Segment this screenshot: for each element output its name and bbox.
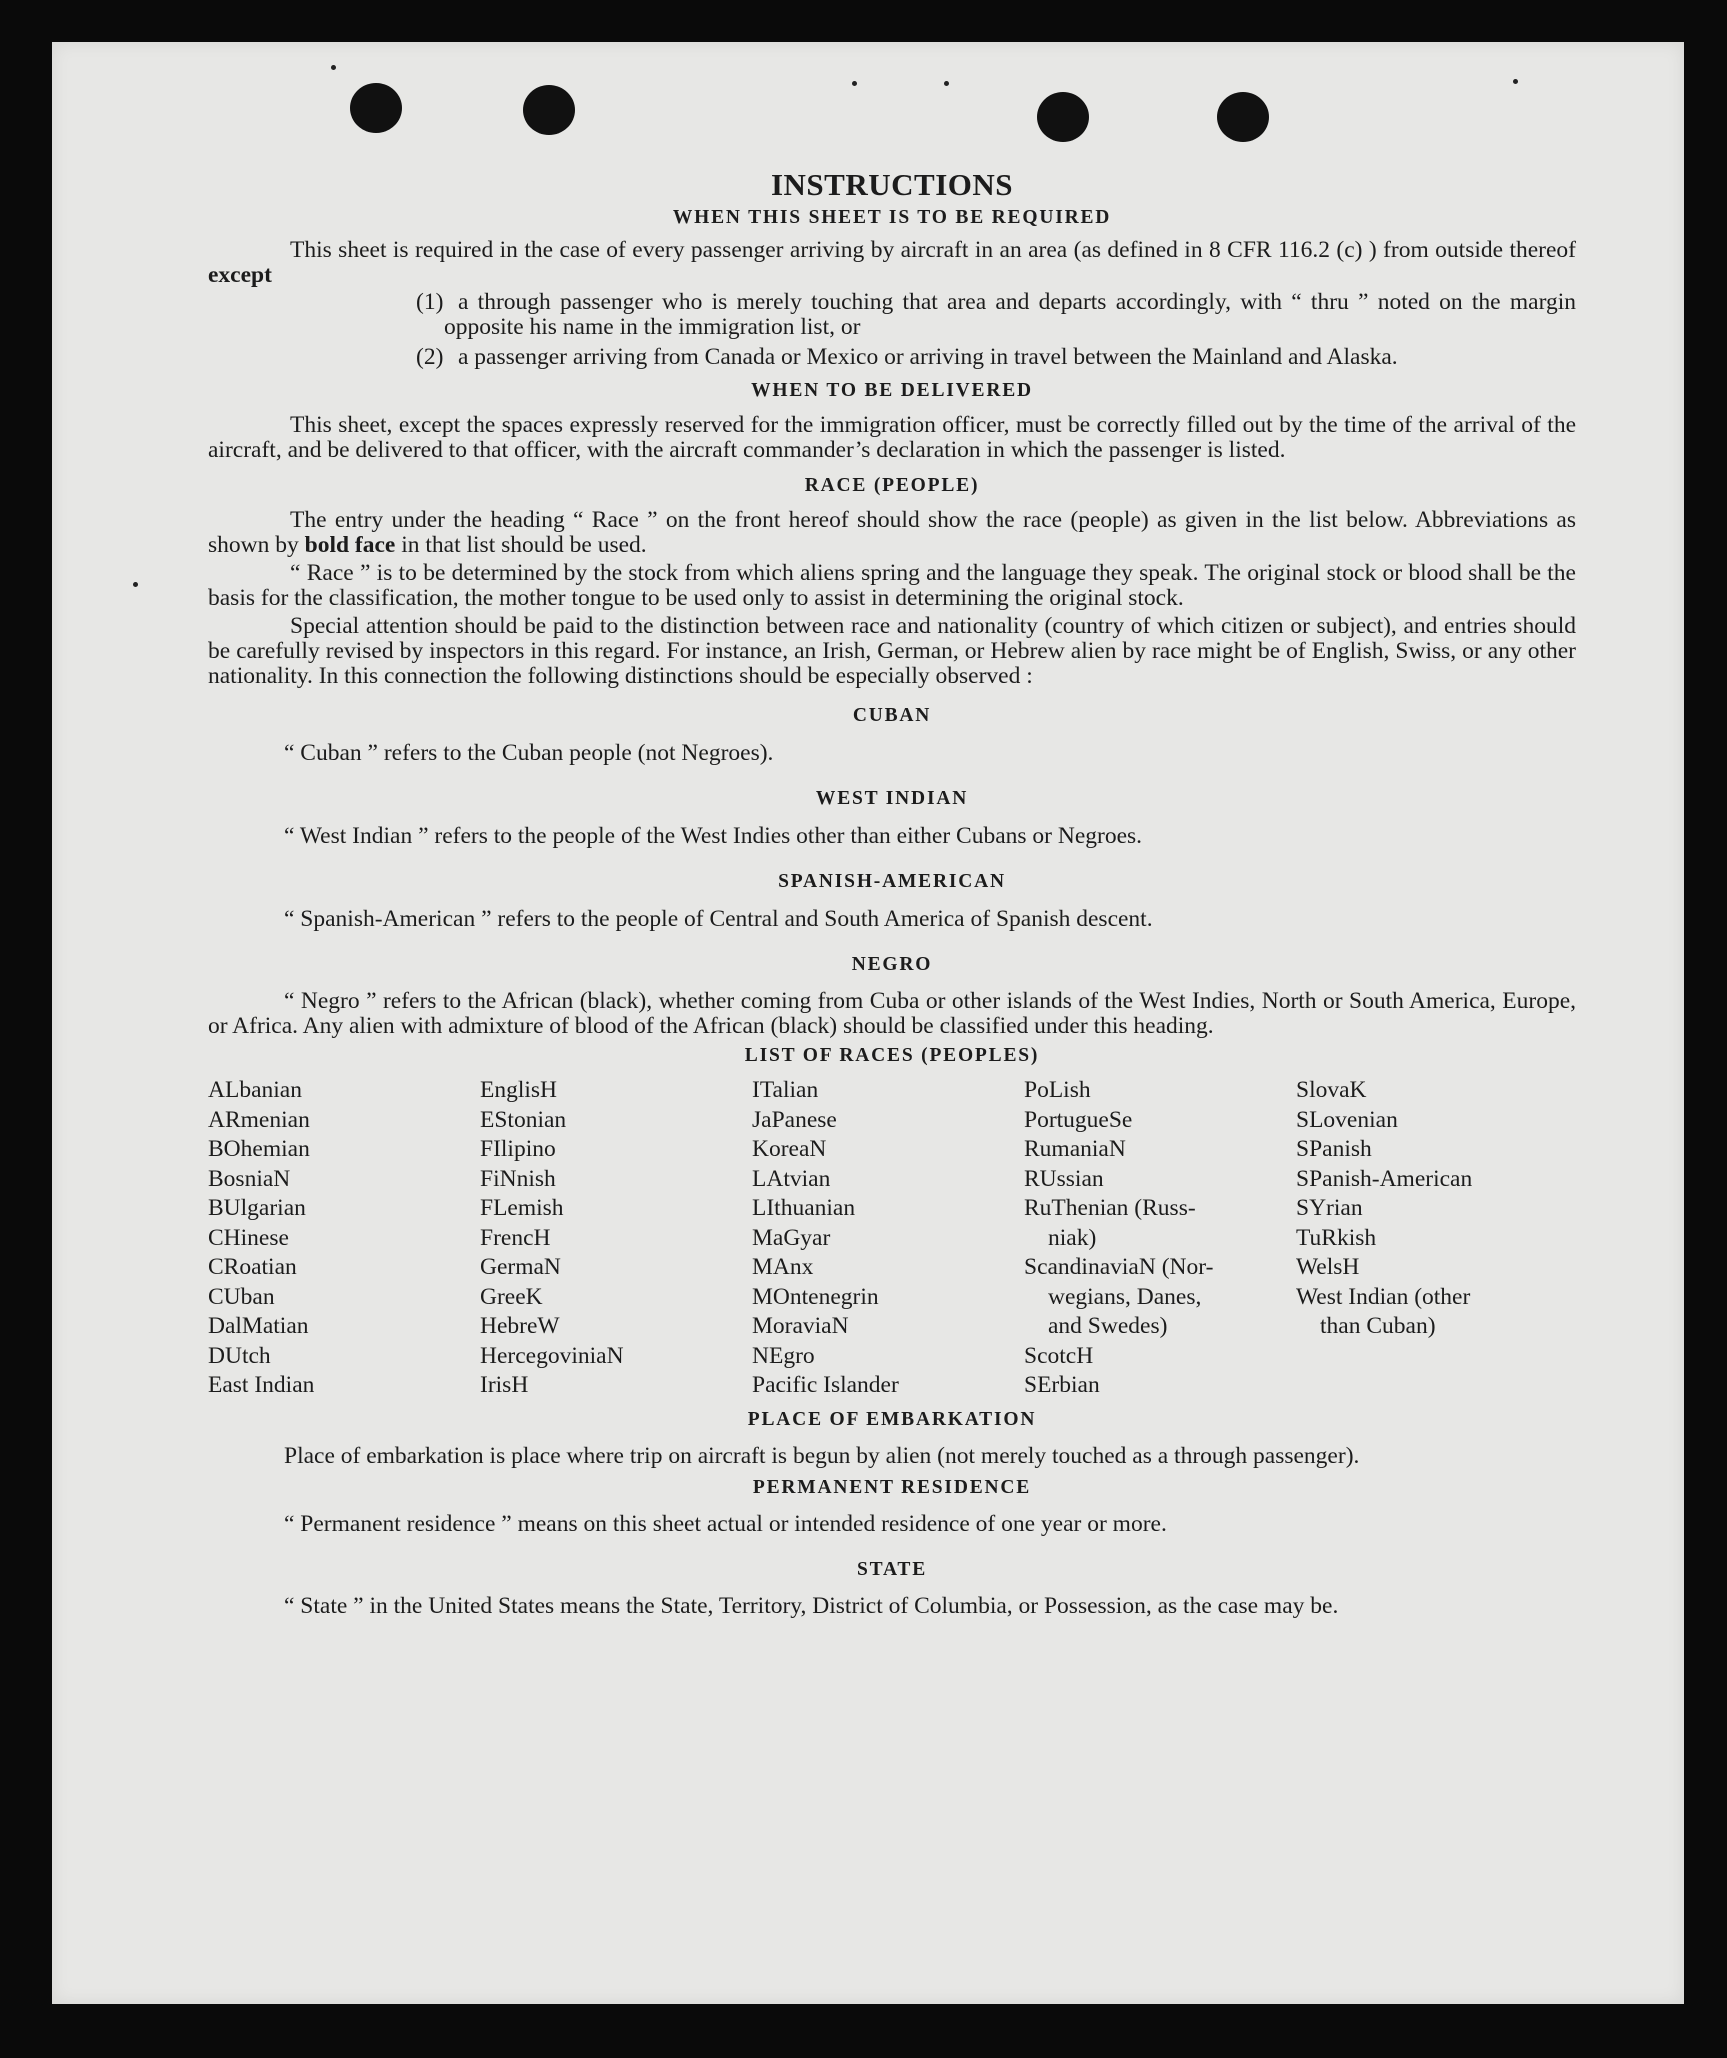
race-entry: CRoatian [208,1254,297,1280]
race-paragraph: “ Race ” is to be determined by the stock from which aliens spring and the language they speak. The original stock or blood shall be the basis for the classification, the mother tongue to be used only to assist in determining the original stock. [208,560,1576,611]
race-column [1024,1076,1296,1401]
race-entry: DUtch [208,1342,271,1369]
race-entry: EnglisH [480,1077,558,1103]
speck [133,582,138,587]
race-entry: BosniaN [208,1165,291,1192]
race-entry: RumaniaN [1024,1136,1126,1162]
race-entry: ARmenian [208,1106,310,1133]
race-entry: NEgro [752,1342,815,1369]
punch-hole [523,85,575,135]
race-entry: MOntenegrin [752,1283,879,1310]
race-entry: DalMatian [208,1313,309,1339]
section-heading: LIST OF RACES (PEOPLES) [744,1045,1040,1066]
race-entry: SErbian [1024,1372,1100,1398]
section-heading: CUBAN [852,705,932,726]
section-heading: SPANISH-AMERICAN [778,871,1006,892]
race-entry: ScotcH [1024,1342,1094,1369]
section-heading: PLACE OF EMBARKATION [747,1408,1037,1430]
race-entry: GreeK [480,1283,543,1310]
race-entry: PoLish [1024,1077,1091,1103]
section-heading: RACE (PEOPLE) [804,475,980,496]
speck [331,65,336,70]
speck [944,81,949,86]
race-entry: Pacific Islander [752,1372,899,1398]
race-column [752,1076,1024,1401]
race-column [480,1076,752,1401]
speck [852,81,857,86]
requirement-paragraph: This sheet is required in the case of every passenger arriving by aircraft in an area (as defined in 8 CFR 116.2 (c) ) from outside thereof except [208,237,1576,288]
delivery-paragraph: This sheet, except the spaces expressly reserved for the immigration officer, must be correctly filled out by the time of the arrival of the aircraft, and be delivered to that officer, with the aircraft commander’s declaration in which the passenger is listed. [208,412,1576,463]
race-entry: EStonian [480,1106,567,1133]
race-entry: MAnx [752,1254,814,1280]
exception-item: (1) a through passenger who is merely touching that area and departs accordingly, with “ thru ” noted on the margin opposite his name in the immigration list, or [416,289,1576,340]
document-sheet [52,42,1684,2004]
exception-item: (2) a passenger arriving from Canada or Mexico or arriving in travel between the Mainland and Alaska. [416,344,1398,370]
speck [1513,79,1518,84]
race-entry: ALbanian [208,1077,302,1103]
race-entry: FrencH [480,1224,551,1251]
race-entry: FLemish [480,1195,564,1221]
race-entry: SPanish-American [1296,1165,1473,1192]
race-paragraph: Special attention should be paid to the distinction between race and nationality (country of which citizen or subject), and entries should be carefully revised by inspectors in this regard. For instance, an Irish, German, or Hebrew alien by race might be of English, Swiss, or any other nationality. In this connection the following distinctions should be especially observed : [208,613,1576,689]
race-entry: ScandinaviaN (Nor- [1024,1254,1214,1280]
race-entry: MaGyar [752,1224,831,1251]
race-entry: LAtvian [752,1165,831,1192]
definition-paragraph: “ West Indian ” refers to the people of the West Indies other than either Cubans or Negroes. [284,823,1143,849]
definition-paragraph: “ Permanent residence ” means on this sheet actual or intended residence of one year or more. [284,1510,1167,1537]
race-column [208,1076,480,1401]
instructions-content [208,167,1576,1619]
race-entry: West Indian (other [1296,1283,1471,1310]
section-heading: WHEN THIS SHEET IS TO BE REQUIRED [672,207,1112,228]
race-entry: than Cuban) [1320,1313,1436,1339]
race-entry: CUban [208,1283,275,1310]
race-column [1296,1076,1576,1401]
race-entry: RUssian [1024,1165,1104,1192]
race-entry: KoreaN [752,1136,827,1162]
definition-paragraph: “ Negro ” refers to the African (black), whether coming from Cuba or other islands of the West Indies, North or South America, Europe, or Africa. Any alien with admixture of blood of the African (black) should be classified under this heading. [208,988,1576,1039]
race-entry: ITalian [752,1077,819,1103]
section-heading: STATE [856,1558,928,1580]
race-entry: SLovenian [1296,1106,1398,1133]
race-entry: East Indian [208,1372,315,1398]
race-entry: IrisH [480,1372,529,1398]
race-entry: SYrian [1296,1195,1363,1221]
race-entry: TuRkish [1296,1224,1377,1251]
punch-hole [350,83,402,133]
race-entry: JaPanese [752,1106,837,1133]
race-entry: FIlipino [480,1136,556,1162]
section-heading: WHEN TO BE DELIVERED [751,380,1033,401]
punch-hole [1037,92,1089,142]
race-entry: BUlgarian [208,1195,306,1221]
definition-paragraph: Place of embarkation is place where trip on aircraft is begun by alien (not merely touched as a through passenger). [284,1442,1360,1469]
definition-paragraph: “ Spanish-American ” refers to the people of Central and South America of Spanish descent. [284,906,1153,932]
punch-hole [1217,92,1269,142]
page-title: INSTRUCTIONS [770,167,1013,202]
race-paragraph: The entry under the heading “ Race ” on the front hereof should show the race (people) as given in the list below. Abbreviations as shown by bold face in that list should be used. [208,507,1576,558]
race-entry: niak) [1048,1224,1097,1251]
section-heading: PERMANENT RESIDENCE [752,1476,1032,1498]
race-list [208,1076,1576,1401]
race-entry: MoraviaN [752,1313,849,1339]
race-entry: CHinese [208,1224,289,1251]
race-entry: PortugueSe [1024,1106,1133,1133]
race-entry: WelsH [1296,1254,1360,1280]
section-heading: NEGRO [851,954,933,975]
race-entry: HercegoviniaN [480,1342,624,1369]
definition-paragraph: “ Cuban ” refers to the Cuban people (not Negroes). [284,740,774,766]
race-entry: RuThenian (Russ- [1024,1195,1196,1221]
race-entry: HebreW [480,1313,560,1339]
race-entry: GermaN [480,1254,561,1280]
section-heading: WEST INDIAN [815,788,969,809]
race-entry: BOhemian [208,1136,310,1162]
race-entry: and Swedes) [1048,1313,1168,1339]
race-entry: SlovaK [1296,1077,1367,1103]
race-entry: LIthuanian [752,1195,856,1221]
race-entry: SPanish [1296,1136,1372,1162]
definition-paragraph: “ State ” in the United States means the State, Territory, District of Columbia, or Possession, as the case may be. [284,1592,1339,1619]
race-entry: wegians, Danes, [1048,1283,1202,1310]
race-entry: FiNnish [480,1165,556,1192]
